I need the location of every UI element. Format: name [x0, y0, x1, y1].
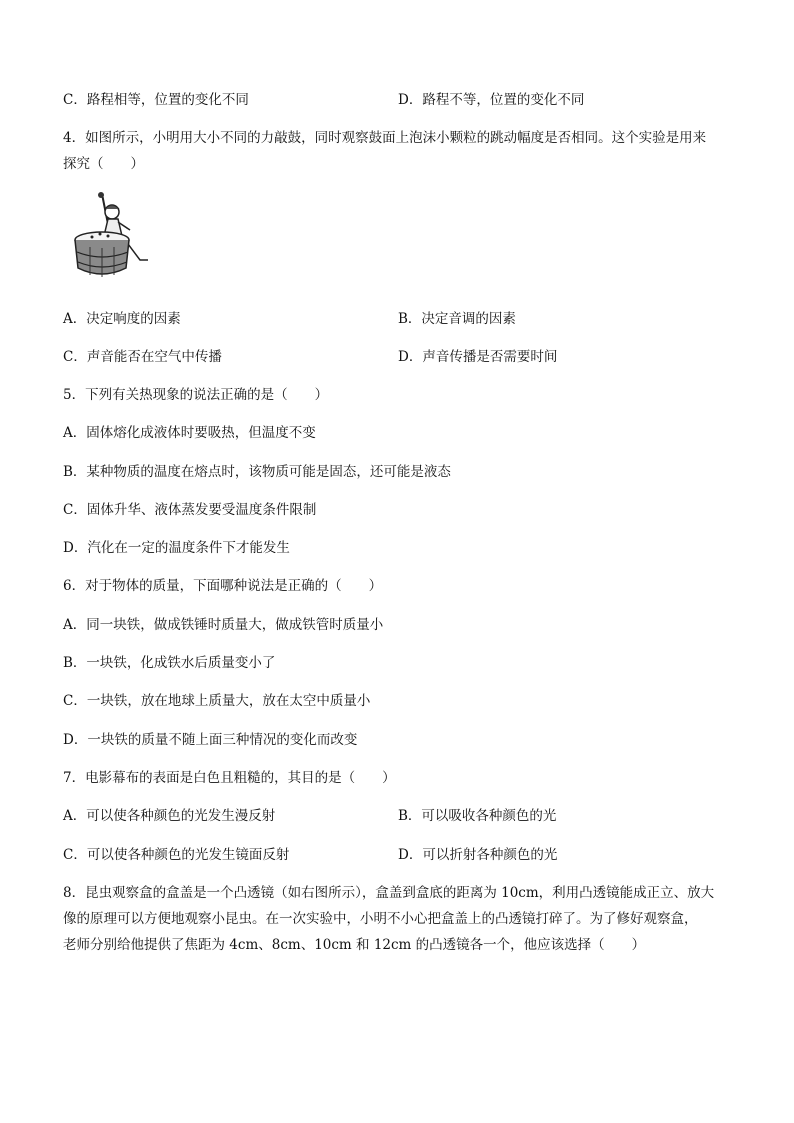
q7-option-a[interactable]: A．可以使各种颜色的光发生漫反射 — [63, 808, 276, 824]
q8-stem-line3: 老师分别给他提供了焦距为 4cm、8cm、10cm 和 12cm 的凸透镜各一个，他应该选择（ ） — [63, 937, 646, 953]
q5-option-b[interactable]: B．某种物质的温度在熔点时，该物质可能是固态，还可能是液态 — [63, 464, 451, 480]
drum-icon — [68, 190, 160, 282]
q5-option-d[interactable]: D．汽化在一定的温度条件下才能发生 — [63, 540, 290, 556]
q3-option-c[interactable]: C．路程相等，位置的变化不同 — [63, 92, 249, 108]
q5-option-c[interactable]: C．固体升华、液体蒸发要受温度条件限制 — [63, 502, 317, 518]
q6-option-a[interactable]: A．同一块铁，做成铁锤时质量大，做成铁管时质量小 — [63, 617, 384, 633]
q7-option-d[interactable]: D．可以折射各种颜色的光 — [398, 847, 558, 863]
q8-stem-line1: 8．昆虫观察盒的盒盖是一个凸透镜（如右图所示），盒盖到盒底的距离为 10cm，利用凸透镜能成正立、放大 — [63, 885, 715, 901]
q5-option-a[interactable]: A．固体熔化成液体时要吸热，但温度不变 — [63, 425, 316, 441]
q7-stem: 7．电影幕布的表面是白色且粗糙的，其目的是（ ） — [63, 770, 396, 786]
q6-option-d[interactable]: D．一块铁的质量不随上面三种情况的变化而改变 — [63, 732, 358, 748]
q3-option-d[interactable]: D．路程不等，位置的变化不同 — [398, 92, 585, 108]
q4-option-c[interactable]: C．声音能否在空气中传播 — [63, 349, 222, 365]
q7-option-c[interactable]: C．可以使各种颜色的光发生镜面反射 — [63, 847, 290, 863]
q6-option-c[interactable]: C．一块铁，放在地球上质量大，放在太空中质量小 — [63, 693, 371, 709]
q4-stem-line1: 4．如图所示，小明用大小不同的力敲鼓，同时观察鼓面上泡沫小颗粒的跳动幅度是否相同。这个实验是用来 — [63, 130, 707, 146]
drum-experiment-illustration — [68, 190, 160, 282]
q5-stem: 5．下列有关热现象的说法正确的是（ ） — [63, 387, 329, 403]
q4-option-d[interactable]: D．声音传播是否需要时间 — [398, 349, 558, 365]
q4-option-b[interactable]: B．决定音调的因素 — [398, 311, 516, 327]
q7-option-b[interactable]: B．可以吸收各种颜色的光 — [398, 808, 557, 824]
q6-stem: 6．对于物体的质量，下面哪种说法是正确的（ ） — [63, 578, 383, 594]
q4-stem-line2: 探究（ ） — [63, 156, 144, 172]
q8-stem-line2: 像的原理可以方便地观察小昆虫。在一次实验中，小明不小心把盒盖上的凸透镜打碎了。为了修好观察盒， — [63, 911, 698, 927]
q4-option-a[interactable]: A．决定响度的因素 — [63, 311, 181, 327]
q6-option-b[interactable]: B．一块铁，化成铁水后质量变小了 — [63, 655, 276, 671]
